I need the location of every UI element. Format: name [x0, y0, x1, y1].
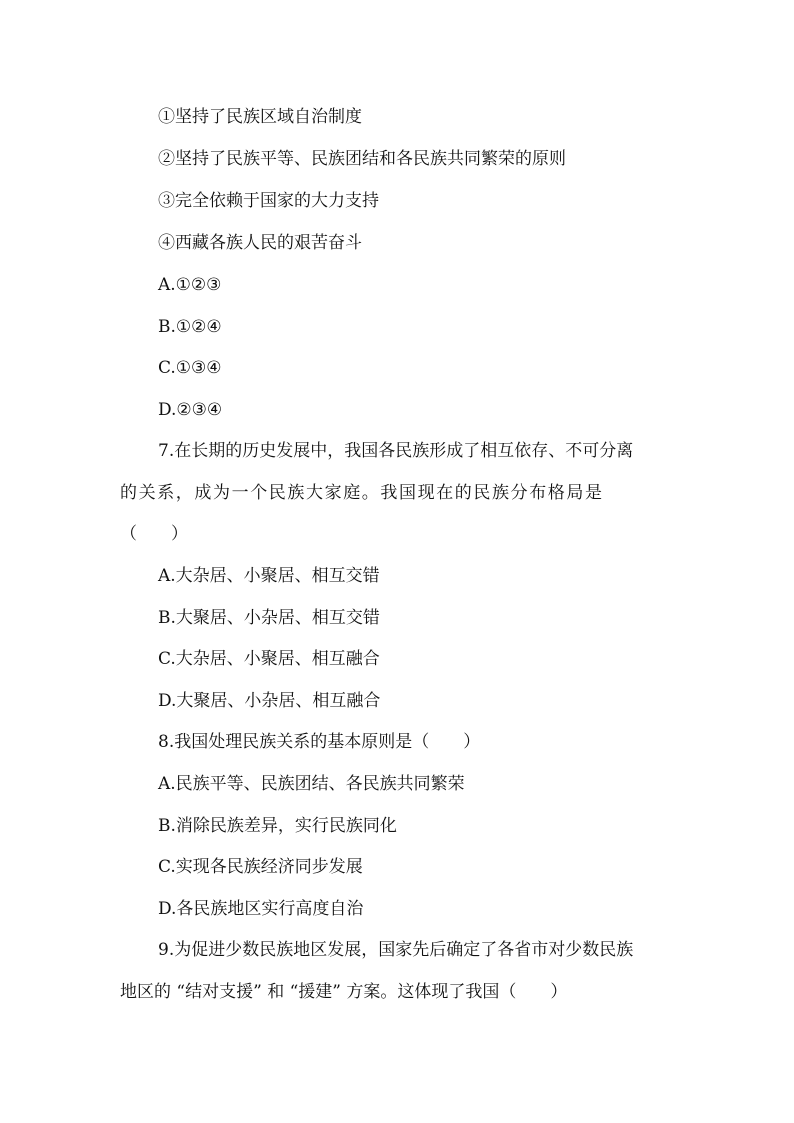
q7-option-a: A.大杂居、小聚居、相互交错	[158, 566, 380, 586]
q7-option-b: B.大聚居、小杂居、相互交错	[158, 608, 380, 628]
q9-stem-line-2: 地区的 “结对支援” 和 “援建” 方案。这体现了我国（ ）	[120, 982, 568, 1002]
q8-option-a: A.民族平等、民族团结、各民族共同繁荣	[158, 774, 465, 794]
q8-option-c: C.实现各民族经济同步发展	[158, 857, 363, 877]
q6-option-c: C.①③④	[158, 358, 222, 378]
q6-statement-4: ④西藏各族人民的艰苦奋斗	[158, 233, 362, 253]
q8-option-d: D.各民族地区实行高度自治	[158, 899, 364, 919]
q8-stem: 8.我国处理民族关系的基本原则是（ ）	[158, 732, 481, 752]
q8-option-b: B.消除民族差异，实行民族同化	[158, 816, 397, 836]
q7-option-d: D.大聚居、小杂居、相互融合	[158, 691, 381, 711]
q7-option-c: C.大杂居、小聚居、相互融合	[158, 649, 380, 669]
q6-statement-2: ②坚持了民族平等、民族团结和各民族共同繁荣的原则	[158, 149, 566, 169]
q7-stem-line-1: 7.在长期的历史发展中，我国各民族形成了相互依存、不可分离	[158, 441, 634, 461]
q6-option-b: B.①②④	[158, 317, 222, 337]
q9-stem-line-1: 9.为促进少数民族地区发展，国家先后确定了各省市对少数民族	[158, 940, 634, 960]
q7-stem-line-2: 的关系，成为一个民族大家庭。我国现在的民族分布格局是	[120, 483, 604, 503]
q6-option-a: A.①②③	[158, 275, 222, 295]
q7-stem-line-3: （ ）	[120, 524, 188, 544]
q6-statement-3: ③完全依赖于国家的大力支持	[158, 191, 379, 211]
q6-statement-1: ①坚持了民族区域自治制度	[158, 107, 362, 127]
q6-option-d: D.②③④	[158, 400, 223, 420]
